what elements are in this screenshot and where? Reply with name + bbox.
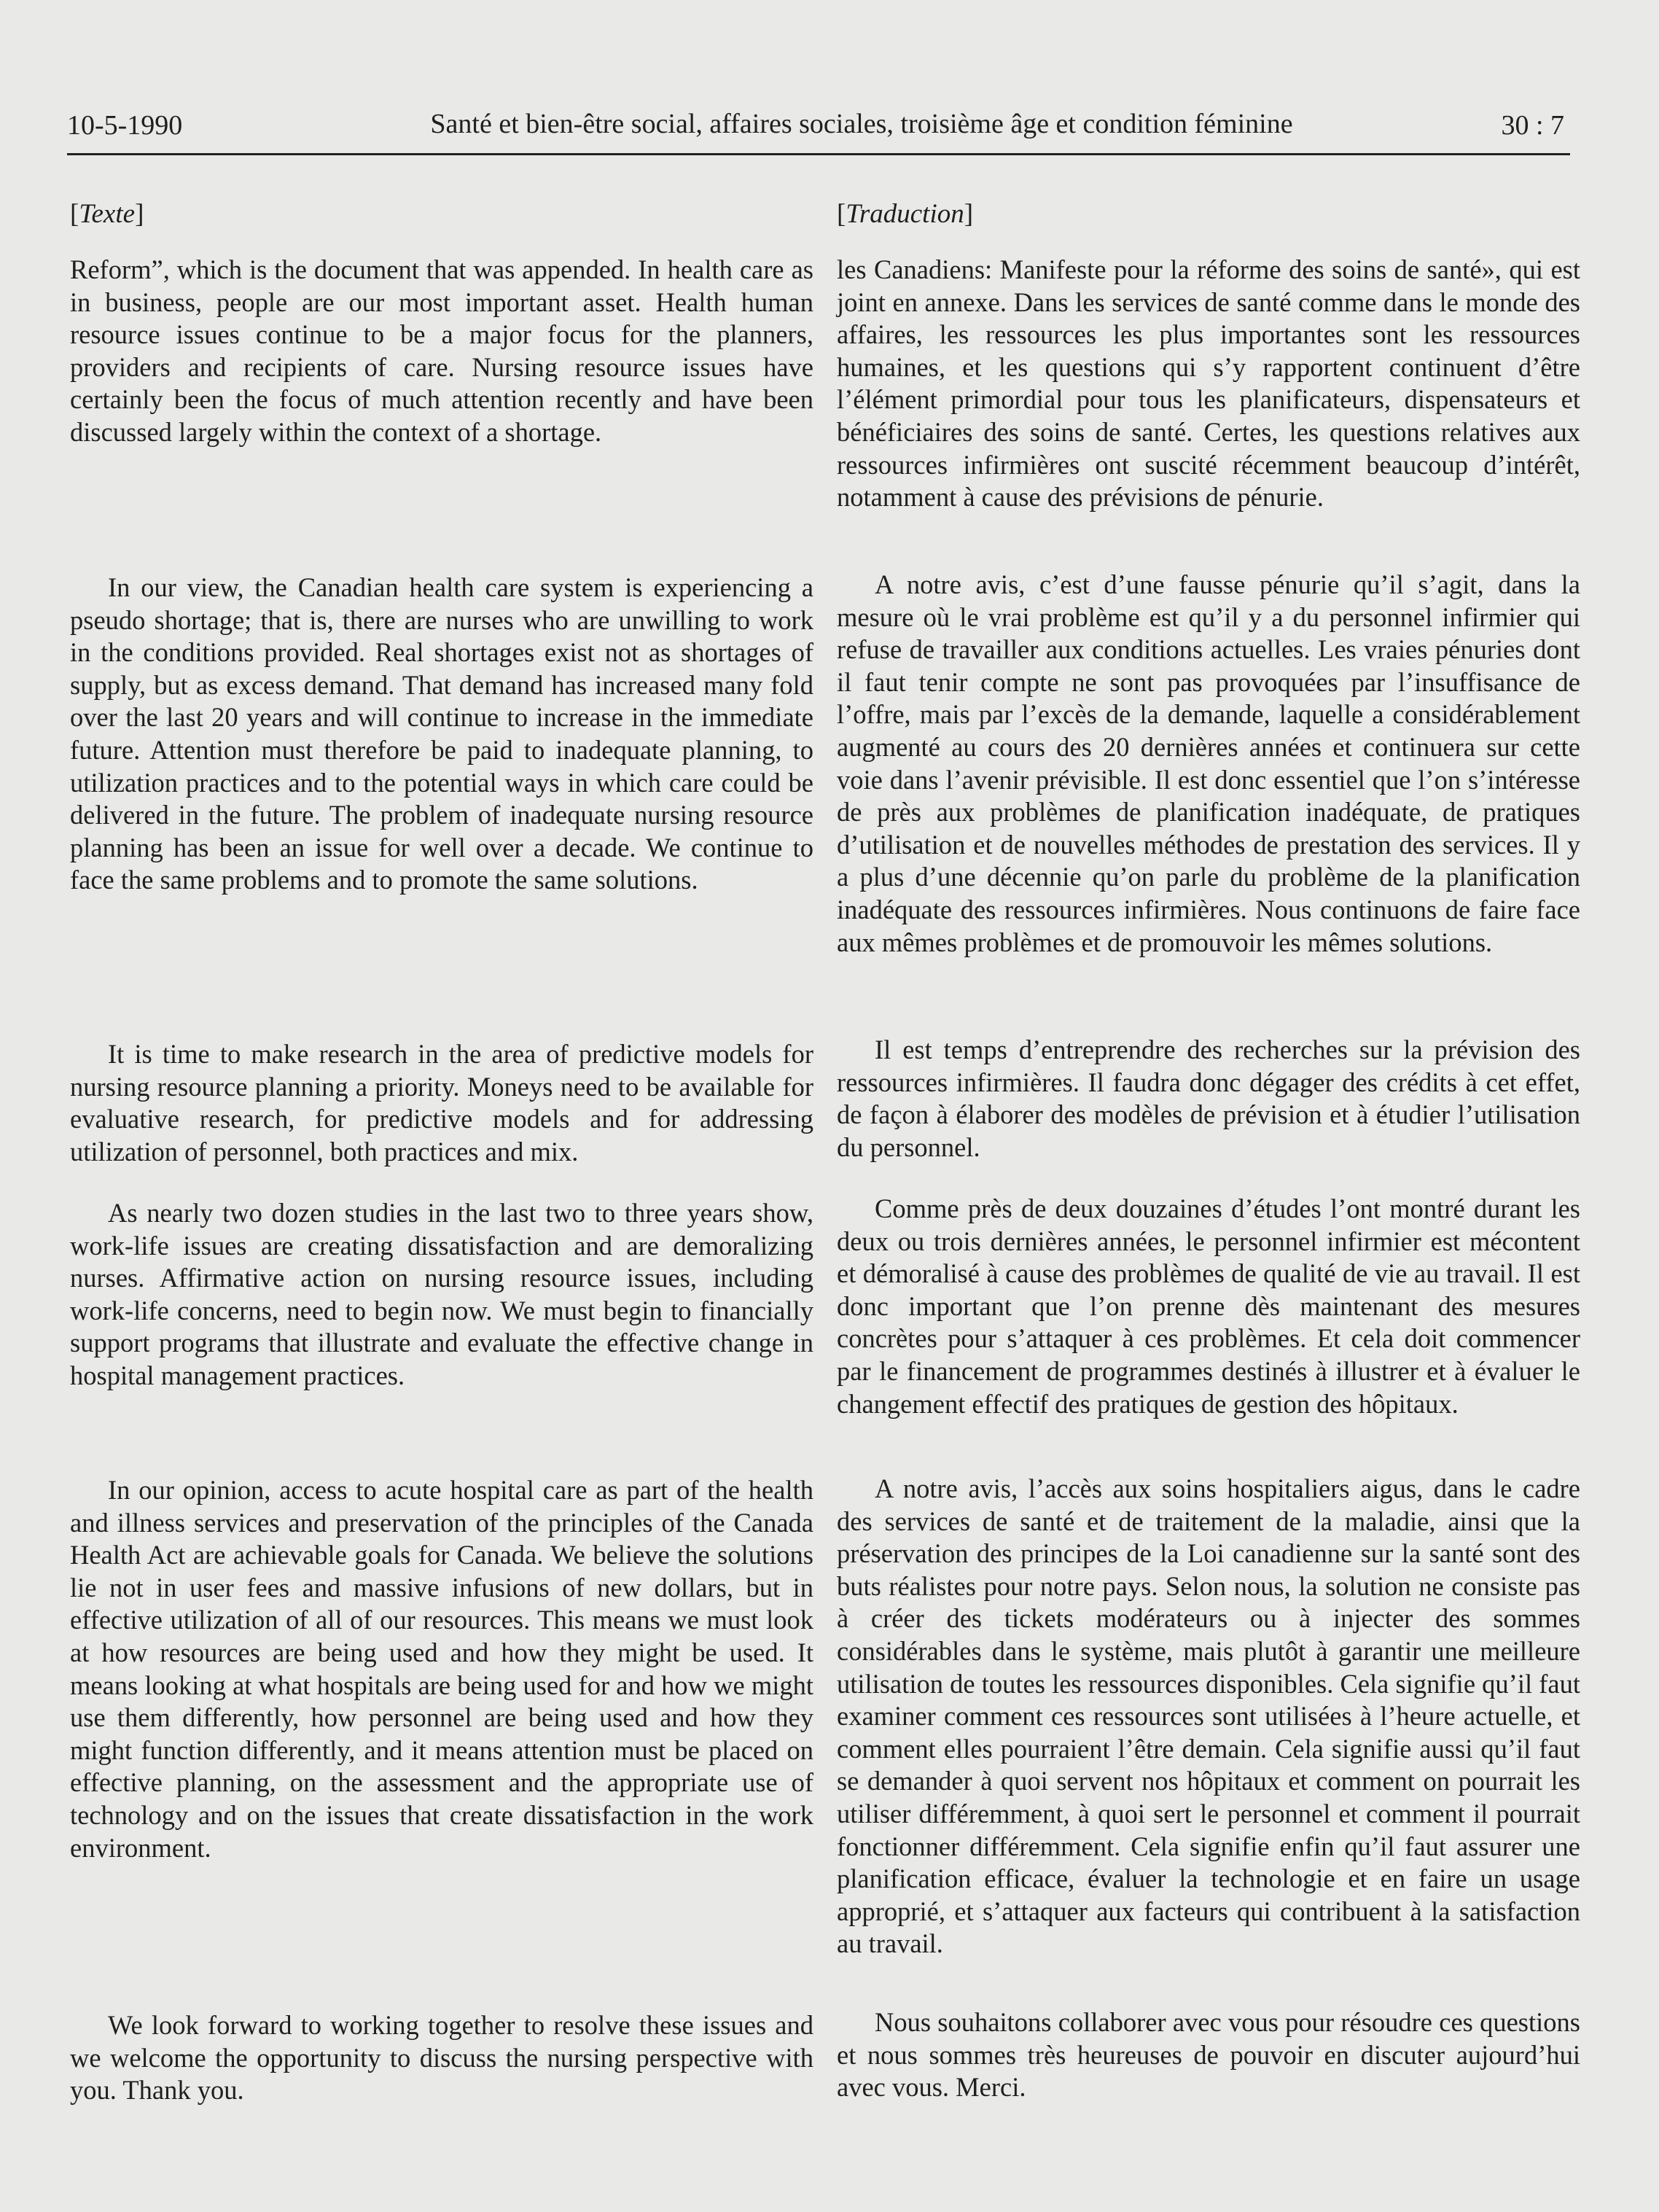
header-title: Santé et bien-être social, affaires sociales, troisième âge et condition féminine (430, 109, 1293, 139)
right-paragraph-5: A notre avis, l’accès aux soins hospitaliers aigus, dans le cadre des services de santé et de traitement de la maladie, ainsi que la préservation des principes de la Loi canadienne sur la santé sont des buts réalistes pour notre pays. Selon nous, la solution ne consiste pas à créer des tickets modérateurs ou à injecter des sommes considérables dans le système, mais plutôt à garantir une meilleure utilisation de toutes les ressources disponibles. Cela signifie qu’il faut examiner comment ces ressources sont utilisées à l’heure actuelle, et comment elles pourraient l’être demain. Cela signifie aussi qu’il faut se demander à quoi servent nos hôpitaux et comment on pourrait les utiliser différemment, à quoi sert le personnel et comment il pourrait fonctionner différemment. Cela signifie enfin qu’il faut assurer une planification efficace, évaluer la technologie et en faire un usage approprié, et s’attaquer aux facteurs qui contribuent à la satisfaction au travail. (837, 1473, 1580, 1959)
left-paragraph-3: It is time to make research in the area of predictive models for nursing resource planning a priority. Moneys need to be available for evaluative research, for predictive models and for addressing utilization of personnel, both practices and mix. (70, 1039, 813, 1167)
right-paragraph-1: les Canadiens: Manifeste pour la réforme des soins de santé», qui est joint en annexe. Dans les services de santé comme dans le monde des affaires, les ressources les plus importantes sont les ressources humaines, et les questions qui s’y rapportent continuent d’être l’élément primordial pour tous les planificateurs, dispensateurs et bénéficiaires des soins de santé. Certes, les questions relatives aux ressources infirmières ont suscité récemment beaucoup d’intérêt, notamment à cause des prévisions de pénurie. (837, 254, 1580, 513)
right-paragraph-6: Nous souhaitons collaborer avec vous pour résoudre ces questions et nous sommes très heureuses de pouvoir en discuter aujourd’hui avec vous. Merci. (837, 2007, 1580, 2103)
running-header (67, 102, 1570, 155)
left-paragraph-2: In our view, the Canadian health care system is experiencing a pseudo shortage; that is, there are nurses who are unwilling to work in the conditions provided. Real shortages exist not as shortages of supply, but as excess demand. That demand has increased many fold over the last 20 years and will continue to increase in the immediate future. Attention must therefore be paid to inadequate planning, to utilization practices and to the potential ways in which care could be delivered in the future. The problem of inadequate nursing resource planning has been an issue for well over a decade. We continue to face the same problems and to promote the same solutions. (70, 572, 813, 895)
header-date: 10-5-1990 (67, 110, 183, 141)
left-column-heading: [Texte] (70, 199, 144, 229)
right-paragraph-4: Comme près de deux douzaines d’études l’ont montré durant les deux ou trois dernières années, le personnel infirmier est mécontent et démoralisé à cause des problèmes de qualité de vie au travail. Il est donc important que l’on prenne dès maintenant des mesures concrètes pour s’attaquer à ces problèmes. Et cela doit commencer par le financement de programmes destinés à illustrer et à évaluer le changement effectif des pratiques de gestion des hôpitaux. (837, 1193, 1580, 1419)
left-paragraph-4: As nearly two dozen studies in the last two to three years show, work-life issues are creating dissatisfaction and are demoralizing nurses. Affirmative action on nursing resource issues, including work-life concerns, need to begin now. We must begin to financially support programs that illustrate and evaluate the effective change in hospital management practices. (70, 1198, 813, 1390)
right-column-french (837, 198, 1580, 2103)
left-paragraph-6: We look forward to working together to resolve these issues and we welcome the opportunity to discuss the nursing perspective with you. Thank you. (70, 2010, 813, 2106)
left-paragraph-1: Reform”, which is the document that was appended. In health care as in business, people are our most important asset. Health human resource issues continue to be a major focus for the planners, providers and recipients of care. Nursing resource issues have certainly been the focus of much attention recently and have been discussed largely within the context of a shortage. (70, 254, 813, 447)
header-page-number: 30 : 7 (1501, 110, 1564, 141)
left-column-english (70, 198, 813, 2106)
right-column-heading: [Traduction] (837, 199, 974, 229)
right-paragraph-3: Il est temps d’entreprendre des recherches sur la prévision des ressources infirmières. Il faudra donc dégager des crédits à cet effet, de façon à élaborer des modèles de prévision et à étudier l’utilisation du personnel. (837, 1035, 1580, 1162)
right-paragraph-2: A notre avis, c’est d’une fausse pénurie qu’il s’agit, dans la mesure où le vrai problème est qu’il y a du personnel infirmier qui refuse de travailler aux conditions actuelles. Les vraies pénuries dont il faut tenir compte ne sont pas provoquées par l’insuffisance de l’offre, mais par l’excès de la demande, laquelle a considérablement augmenté au cours des 20 dernières années et continuera sur cette voie dans l’avenir prévisible. Il est donc essentiel que l’on s’intéresse de près aux problèmes de planification inadéquate, de pratiques d’utilisation et de nouvelles méthodes de prestation des services. Il y a plus d’une décennie qu’on parle du problème de la planification inadéquate des ressources infirmières. Nous continuons de faire face aux mêmes problèmes et de promouvoir les mêmes solutions. (837, 569, 1580, 957)
left-paragraph-5: In our opinion, access to acute hospital care as part of the health and illness services and preservation of the principles of the Canada Health Act are achievable goals for Canada. We believe the solutions lie not in user fees and massive infusions of new dollars, but in effective utilization of all of our resources. This means we must look at how resources are being used and how they might be used. It means looking at what hospitals are being used for and how we might use them differently, how personnel are being used and how they might function differently, and it means attention must be placed on effective planning, on the assessment and the appropriate use of technology and on the issues that create dissatisfaction in the work environment. (70, 1475, 813, 1863)
